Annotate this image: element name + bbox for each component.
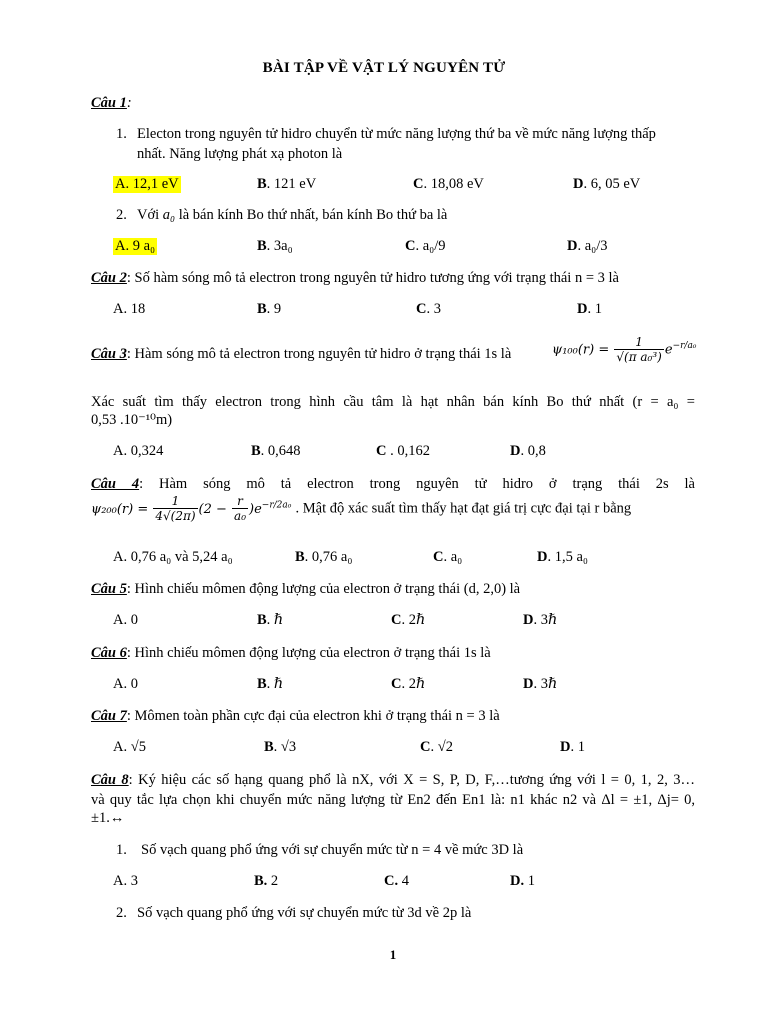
option-letter: A. [113, 873, 128, 889]
q1-sub2-option-d[interactable] [567, 238, 608, 255]
formula-exponential: e [664, 342, 673, 358]
fraction-numerator: 1 [153, 494, 197, 509]
q6-option-a[interactable] [113, 676, 138, 693]
q1-sub2-option-a[interactable] [113, 238, 157, 255]
option-text: 3 [127, 873, 138, 889]
q1-sub2-text-post: là bán kính Bo thứ nhất, bán kính Bo thứ ba là [175, 207, 448, 223]
q3-text-line3: 0,53 .10⁻¹⁰m) [91, 412, 173, 428]
option-text: 0,76 a₀ và 5,24 a₀ [127, 549, 233, 565]
formula-fraction [153, 494, 197, 524]
question-2 [91, 270, 619, 287]
formula-bracket-close: ) [249, 501, 255, 517]
q1-sub2-option-b[interactable] [257, 238, 293, 255]
option-text: . 0,76 a₀ [304, 549, 353, 565]
option-text: 0 [127, 612, 138, 628]
option-letter: A. [113, 549, 128, 565]
question-5 [91, 581, 520, 598]
option-text: . 1,5 a₀ [547, 549, 588, 565]
option-letter: D [560, 739, 571, 755]
option-text: . 1 [587, 301, 602, 317]
q7-option-c[interactable] [420, 739, 453, 756]
q2-option-c[interactable] [416, 301, 441, 318]
q1-sub1-option-d[interactable] [573, 176, 640, 193]
q5-option-c[interactable] [391, 612, 425, 629]
formula-lhs: ψ₂₀₀(r) = [91, 501, 149, 517]
option-text: 0 [127, 676, 138, 692]
question-label: Câu 7 [91, 708, 127, 724]
option-text: 18 [127, 301, 146, 317]
question-8-line2: và quy tắc lựa chọn khi chuyển mức năng lượng từ En2 đến En1 là: n1 khác n2 và Δl = ±1, Δj= 0, [91, 792, 695, 808]
fraction-denominator: 4√(2π) [155, 509, 196, 523]
option-letter: A. [113, 443, 128, 459]
option-text: . 0,648 [260, 443, 301, 459]
option-text: . 121 eV [266, 176, 317, 192]
question-3 [91, 346, 511, 363]
q1-sub1-option-b[interactable] [257, 176, 316, 193]
q3-option-a[interactable] [113, 443, 163, 460]
formula-fraction-r [232, 494, 248, 524]
formula-exponential: e [254, 501, 262, 517]
option-letter: A. [115, 176, 130, 192]
option-letter: C [433, 549, 444, 565]
option-text: . 2ℏ [401, 676, 426, 692]
question-text: : Số hàm sóng mô tả electron trong nguyên tử hidro tương ứng với trạng thái n = 3 là [126, 270, 619, 286]
option-letter: A. [113, 301, 128, 317]
option-letter: A. [115, 238, 130, 254]
option-letter: B [251, 443, 261, 459]
option-text: . ℏ [266, 612, 284, 628]
option-letter: B [257, 301, 267, 317]
page-title: BÀI TẬP VỀ VẬT LÝ NGUYÊN TỬ [262, 60, 506, 76]
q5-option-a[interactable] [113, 612, 138, 629]
option-letter: C [391, 676, 402, 692]
option-text: 9 a₀ [129, 238, 156, 254]
option-text: . 0,162 [386, 443, 430, 459]
option-letter: D [537, 549, 548, 565]
q4-option-b[interactable] [295, 549, 352, 566]
question-7 [91, 708, 500, 725]
option-text: . 2ℏ [401, 612, 426, 628]
option-letter: D [573, 176, 584, 192]
q1-sub1-text-line2: nhất. Năng lượng phát xạ photon là [137, 146, 343, 162]
option-text: . ℏ [266, 676, 284, 692]
option-text: 1 [524, 873, 535, 889]
q4-option-d[interactable] [537, 549, 588, 566]
option-letter: C [416, 301, 427, 317]
formula-bracket-open: (2 − [198, 501, 227, 517]
option-text: 2 [267, 873, 279, 889]
question-text: : Mômen toàn phần cực đại của electron khi ở trạng thái n = 3 là [126, 708, 500, 724]
q8-sub1-number: 1. [116, 842, 127, 858]
option-letter: D [567, 238, 578, 254]
option-text: . a₀ [443, 549, 463, 565]
q5-option-d[interactable] [523, 612, 557, 629]
q7-option-d[interactable] [560, 739, 585, 756]
q3-option-d[interactable] [510, 443, 546, 460]
formula-exponent: −r/a₀ [672, 341, 697, 352]
q8-sub1-option-a[interactable] [113, 873, 138, 890]
q8-sub1-option-d[interactable] [510, 873, 535, 890]
q1-sub1-option-a[interactable] [113, 176, 181, 193]
option-letter: C [413, 176, 424, 192]
q1-sub1-text-line1: Electon trong nguyên tử hidro chuyển từ mức năng lượng thứ ba về mức năng lượng thấp [137, 126, 656, 142]
q8-sub1-text: Số vạch quang phổ ứng với sự chuyển mức từ n = 4 về mức 3D là [141, 842, 524, 858]
option-letter: B [257, 676, 267, 692]
q6-option-d[interactable] [523, 676, 557, 693]
option-text: . 3a₀ [266, 238, 293, 254]
q1-sub2-option-c[interactable] [405, 238, 446, 255]
option-letter: A. [113, 676, 128, 692]
q1-sub2-text [137, 207, 447, 224]
option-letter: B [257, 176, 267, 192]
question-4-line1 [91, 474, 695, 495]
fraction-numerator: r [232, 494, 248, 509]
option-text: . 9 [266, 301, 282, 317]
q1-sub2-text-pre: Với [137, 207, 163, 223]
option-letter: A. [113, 612, 128, 628]
option-text: 0,324 [127, 443, 164, 459]
q6-option-c[interactable] [391, 676, 425, 693]
option-text: . 18,08 eV [423, 176, 484, 192]
q3-option-c[interactable] [376, 443, 430, 460]
page-number: 1 [389, 947, 397, 962]
option-letter: B [264, 739, 274, 755]
option-text: . 1 [570, 739, 585, 755]
option-text: . √2 [430, 739, 453, 755]
q2-option-b[interactable] [257, 301, 281, 318]
q1-sub2-number: 2. [116, 207, 127, 223]
question-label: Câu 2 [91, 270, 127, 286]
option-letter: D. [510, 873, 525, 889]
option-letter: B [295, 549, 305, 565]
question-6 [91, 645, 491, 662]
formula-fraction [614, 335, 664, 365]
option-letter: A. [113, 739, 128, 755]
question-label: Câu 3 [91, 346, 127, 362]
option-text: . 0,8 [520, 443, 546, 459]
formula-lhs: ψ₁₀₀(r) = [552, 342, 610, 358]
q5-option-b[interactable] [257, 612, 283, 629]
question-1-heading [91, 95, 132, 112]
option-letter: C [391, 612, 402, 628]
q4-option-c[interactable] [433, 549, 462, 566]
q8-sub2-number: 2. [116, 905, 127, 921]
question-label: Câu 4 [91, 476, 140, 492]
q1-sub1-number: 1. [116, 126, 127, 142]
option-letter: D [510, 443, 521, 459]
option-letter: D [523, 676, 534, 692]
option-text: 12,1 eV [129, 176, 179, 192]
fraction-denominator: a₀ [234, 509, 247, 523]
option-letter: D [523, 612, 534, 628]
q3-text-line2: Xác suất tìm thấy electron trong hình cầu tâm là hạt nhân bán kính Bo thứ nhất (r = a₀ = [91, 394, 695, 410]
q7-option-b[interactable] [264, 739, 296, 756]
question-label: Câu 8 [91, 772, 129, 788]
q1-sub1-option-c[interactable] [413, 176, 484, 193]
question-8-line1 [91, 770, 695, 791]
q1-sub2-variable: a₀ [162, 207, 176, 223]
q3-formula [552, 335, 696, 365]
option-text: . 3ℏ [533, 612, 558, 628]
q6-option-b[interactable] [257, 676, 283, 693]
option-letter: C. [384, 873, 399, 889]
question-label: Câu 5 [91, 581, 127, 597]
question-text: . Mật độ xác suất tìm thấy hạt đạt giá trị cực đại tại r bằng [295, 500, 632, 517]
option-text: . 6, 05 eV [583, 176, 641, 192]
question-colon: : [126, 95, 132, 111]
formula-exponent: −r/2a₀ [261, 500, 292, 511]
q7-option-a[interactable] [113, 739, 146, 756]
question-text: : Hình chiếu mômen động lượng của electron ở trạng thái 1s là [126, 645, 491, 661]
option-text: . 3ℏ [533, 676, 558, 692]
option-letter: B [257, 238, 267, 254]
q4-formula [91, 494, 296, 523]
option-text: . a₀/9 [415, 238, 446, 254]
question-text: : Hàm sóng mô tả electron trong nguyên tử hidro ở trạng thái 1s là [126, 346, 512, 362]
question-text: : Hàm sóng mô tả electron trong nguyên tử hidro ở trạng thái 2s là [139, 476, 695, 492]
question-8-line3: ±1.↔ [91, 810, 125, 826]
option-letter: D [577, 301, 588, 317]
option-letter: B. [254, 873, 268, 889]
q4-option-a[interactable] [113, 549, 233, 566]
option-letter: B [257, 612, 267, 628]
q8-sub2-text: Số vạch quang phổ ứng với sự chuyển mức từ 3d về 2p là [137, 905, 472, 921]
question-label: Câu 1 [91, 95, 127, 111]
option-letter: C [376, 443, 387, 459]
q2-option-d[interactable] [577, 301, 602, 318]
q3-option-b[interactable] [251, 443, 301, 460]
option-text: . √3 [273, 739, 297, 755]
q2-option-a[interactable] [113, 301, 145, 318]
question-4-line2 [91, 494, 631, 524]
option-letter: C [405, 238, 416, 254]
option-text: . a₀/3 [577, 238, 608, 254]
option-letter: C [420, 739, 431, 755]
q8-sub1-option-c[interactable] [384, 873, 409, 890]
question-label: Câu 6 [91, 645, 127, 661]
fraction-denominator: √(π a₀³) [616, 350, 662, 364]
fraction-numerator: 1 [614, 335, 664, 350]
q8-sub1-option-b[interactable] [254, 873, 278, 890]
option-text: 4 [398, 873, 409, 889]
option-text: . 3 [426, 301, 441, 317]
option-text: √5 [127, 739, 146, 755]
question-text: : Hình chiếu mômen động lượng của electron ở trạng thái (d, 2,0) là [126, 581, 521, 597]
question-text: : Ký hiệu các số hạng quang phổ là nX, với X = S, P, D, F,…tương ứng với l = 0, 1, 2, 3… [128, 772, 695, 788]
